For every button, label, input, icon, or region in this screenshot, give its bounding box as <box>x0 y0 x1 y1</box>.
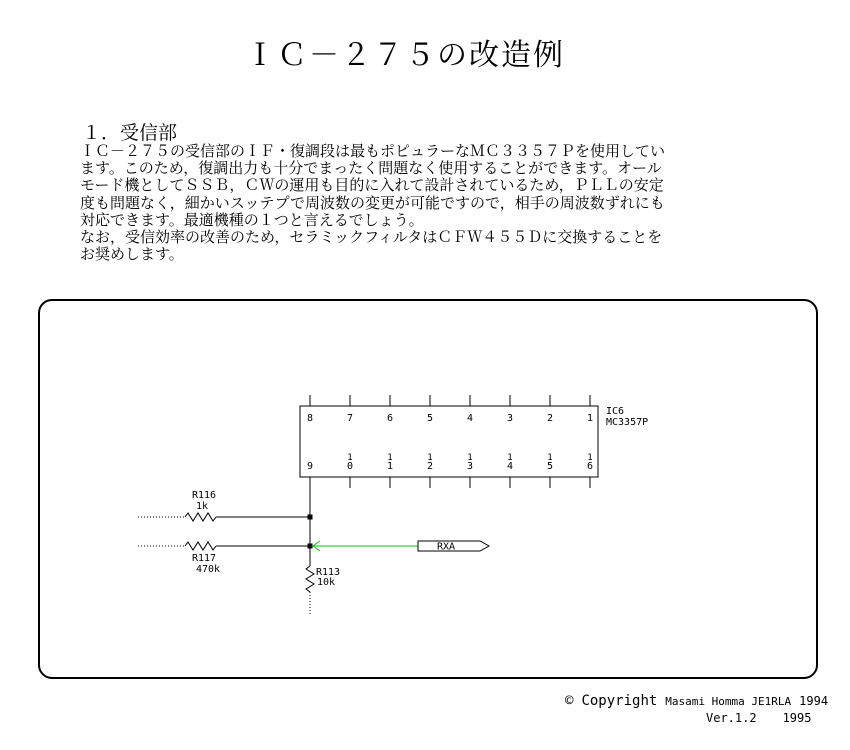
version-year: 1995 <box>782 711 812 725</box>
r117-resistor <box>185 542 216 550</box>
ic-pin-number: 5 <box>546 461 554 472</box>
ic-bottom-pins <box>307 453 593 488</box>
paragraph-line: ます。このため，復調出力も十分でまったく問題なく使用することができます。オール <box>80 159 662 178</box>
ic-pin-number: 1 <box>547 453 553 463</box>
r117-ref: R117 <box>192 553 217 564</box>
ic-pin-number: 1 <box>586 413 594 424</box>
paragraph-line: 対応できます。最適機種の１つと言えるでしょう。 <box>80 210 424 229</box>
copyright-line <box>565 693 836 709</box>
paragraph-line: なお，受信効率の改善のため，セラミックフィルタはＣＦＷ４５５Ｄに交換することを <box>80 228 663 247</box>
copyright-icon: © <box>565 693 574 709</box>
r117-junction <box>308 544 313 549</box>
ic-pin-number: 3 <box>506 413 514 424</box>
ic-top-pins <box>307 395 593 424</box>
r113-resistor <box>306 566 314 592</box>
ic-pin-number: 1 <box>387 453 393 463</box>
paragraph-line: モード機としてＳＳＢ，ＣＷの運用も目的に入れて設計されているため，ＰＬＬの安定 <box>80 176 664 195</box>
ic-pin-number: 5 <box>426 413 434 424</box>
r113-ref: R113 <box>316 567 341 578</box>
author: Masami Homma JE1RLA <box>665 695 792 708</box>
r113-value: 10k <box>317 577 336 588</box>
ic-pin-number: 6 <box>386 413 394 424</box>
paragraph-line: 度も問題なく，細かいスッテプで周波数の変更が可能ですので，相手の周波数ずれにも <box>80 193 665 212</box>
r116-junction <box>308 515 313 520</box>
ic-pin-number: 1 <box>507 453 513 463</box>
page-title: ＩＣ－２７５の改造例 <box>245 38 565 73</box>
ic-pin-number: 3 <box>466 461 474 472</box>
r116-ref: R116 <box>192 490 217 501</box>
r117-value: 470k <box>196 564 221 575</box>
ic-part-label: MC3357P <box>606 417 649 428</box>
ic-pin-number: 1 <box>347 453 353 463</box>
r116-value: 1k <box>196 501 209 512</box>
ic-body <box>300 406 598 477</box>
ic-pin-number: 1 <box>467 453 473 463</box>
ic-pin-number: 1 <box>427 453 433 463</box>
r116-resistor <box>185 513 216 521</box>
ic-pin-number: 2 <box>546 413 554 424</box>
section-heading: １．受信部 <box>82 122 178 144</box>
ic-pin-number: 8 <box>306 413 314 424</box>
ic-pin-number: 2 <box>426 461 434 472</box>
ic-pin-number: 6 <box>586 461 594 472</box>
version-line <box>706 711 819 725</box>
version-label: Ver.1.2 <box>706 711 757 725</box>
copyright-word: Copyright <box>581 693 658 709</box>
ic-pin-number: 1 <box>386 461 394 472</box>
paragraph-line: お奨めします。 <box>80 245 184 264</box>
ic-pin-number: 4 <box>506 461 514 472</box>
ic-pin-number: 7 <box>346 413 354 424</box>
ic-ref-label: IC6 <box>606 406 625 417</box>
ic-pin-number: 9 <box>306 461 314 472</box>
ic-pin-number: 1 <box>587 453 593 463</box>
paragraph-line: ＩＣ－２７５の受信部のＩＦ・復調段は最もポピュラーなＭＣ３３５７Ｐを使用してい <box>80 142 666 160</box>
ic-pin-number: 4 <box>466 413 474 424</box>
copyright-year: 1994 <box>799 694 829 708</box>
signal-flag-label: RXA <box>437 541 456 553</box>
ic-pin-number: 0 <box>346 461 354 472</box>
